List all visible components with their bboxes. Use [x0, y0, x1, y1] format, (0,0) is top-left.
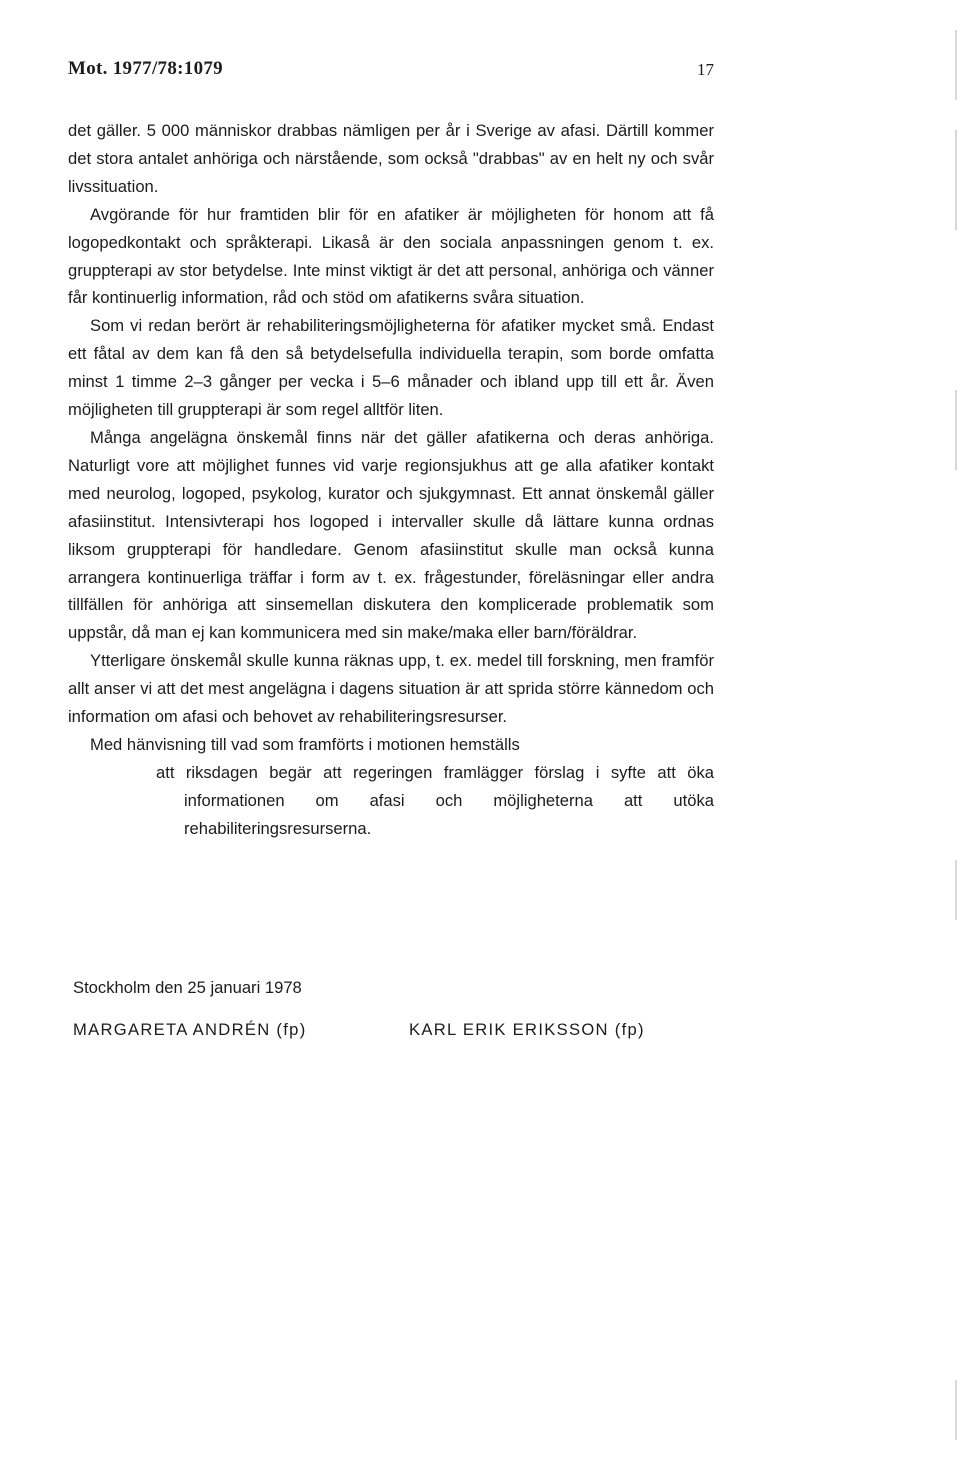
paragraph-future-prospects: Avgörande för hur framtiden blir för en afatiker är möjligheten för honom att få logopedkontakt och språkterapi. Likaså är den sociala anpassningen genom t. ex. gruppterapi av stor betydelse. Inte minst viktigt är det att personal, anhöriga och vänner får kontinuerlig information, råd och stöd om afatikerns svåra situation.	[68, 204, 714, 308]
page-header	[68, 58, 714, 88]
scan-edge-mark	[955, 130, 957, 230]
signer-name: KARL ERIK ERIKSSON (fp)	[409, 1020, 645, 1039]
paragraph-continued: det gäller. 5 000 människor drabbas nämligen per år i Sverige av afasi. Därtill kommer det stora antalet anhöriga och närstående, som också "drabbas" av en helt ny och svår livssituation.	[68, 121, 714, 196]
motion-body	[68, 117, 714, 843]
place-and-date: Stockholm den 25 januari 1978	[73, 978, 302, 997]
page-number: 17	[697, 60, 714, 79]
document-reference: Mot. 1977/78:1079	[68, 58, 223, 79]
scan-edge-mark	[955, 390, 957, 470]
scan-edge-mark	[955, 1380, 957, 1440]
scan-edge-mark	[955, 860, 957, 920]
paragraph-further-wishes: Ytterligare önskemål skulle kunna räknas upp, t. ex. medel till forskning, men framför allt anser vi att det mest angelägna i dagens situation är att sprida större kännedom och information om afasi och behovet av rehabiliteringsresurser.	[68, 651, 714, 727]
request-clause: att riksdagen begär att regeringen framlägger förslag i syfte att öka informationen om afasi och möjligheterna att utöka rehabiliteringsresurserna.	[156, 762, 714, 838]
paragraph-reference: Med hänvisning till vad som framförts i motionen hemställs	[90, 734, 520, 754]
paragraph-wishes: Många angelägna önskemål finns när det gäller afatikerna och deras anhöriga. Naturligt vore att möjlighet funnes vid varje regionsjukhus att ge alla afatiker kontakt med neurolog, logoped, psykolog, kurator och sjukgymnast. Ett annat önskemål gäller afasiinstitut. Intensivterapi hos logoped i intervaller skulle då lättare kunna ordnas liksom gruppterapi för handledare. Genom afasiinstitut skulle man också kunna arrangera kontinuerliga träffar i form av t. ex. frågestunder, föreläsningar eller andra tillfällen för anhöriga att sinsemellan diskutera den komplicerade problematik som uppstår, då man ej kan kommunicera med sin make/maka eller barn/föräldrar.	[68, 427, 714, 643]
paragraph-rehabilitation-options: Som vi redan berört är rehabiliteringsmöjligheterna för afatiker mycket små. Endast ett fåtal av dem kan få den så betydelsefulla individuella terapin, som borde omfatta minst 1 timme 2–3 gånger per vecka i 5–6 månader och ibland upp till ett år. Även möjligheten till gruppterapi är som regel alltför liten.	[68, 316, 714, 420]
scan-edge-mark	[955, 30, 957, 100]
signer-name: MARGARETA ANDRÉN (fp)	[73, 1020, 307, 1039]
